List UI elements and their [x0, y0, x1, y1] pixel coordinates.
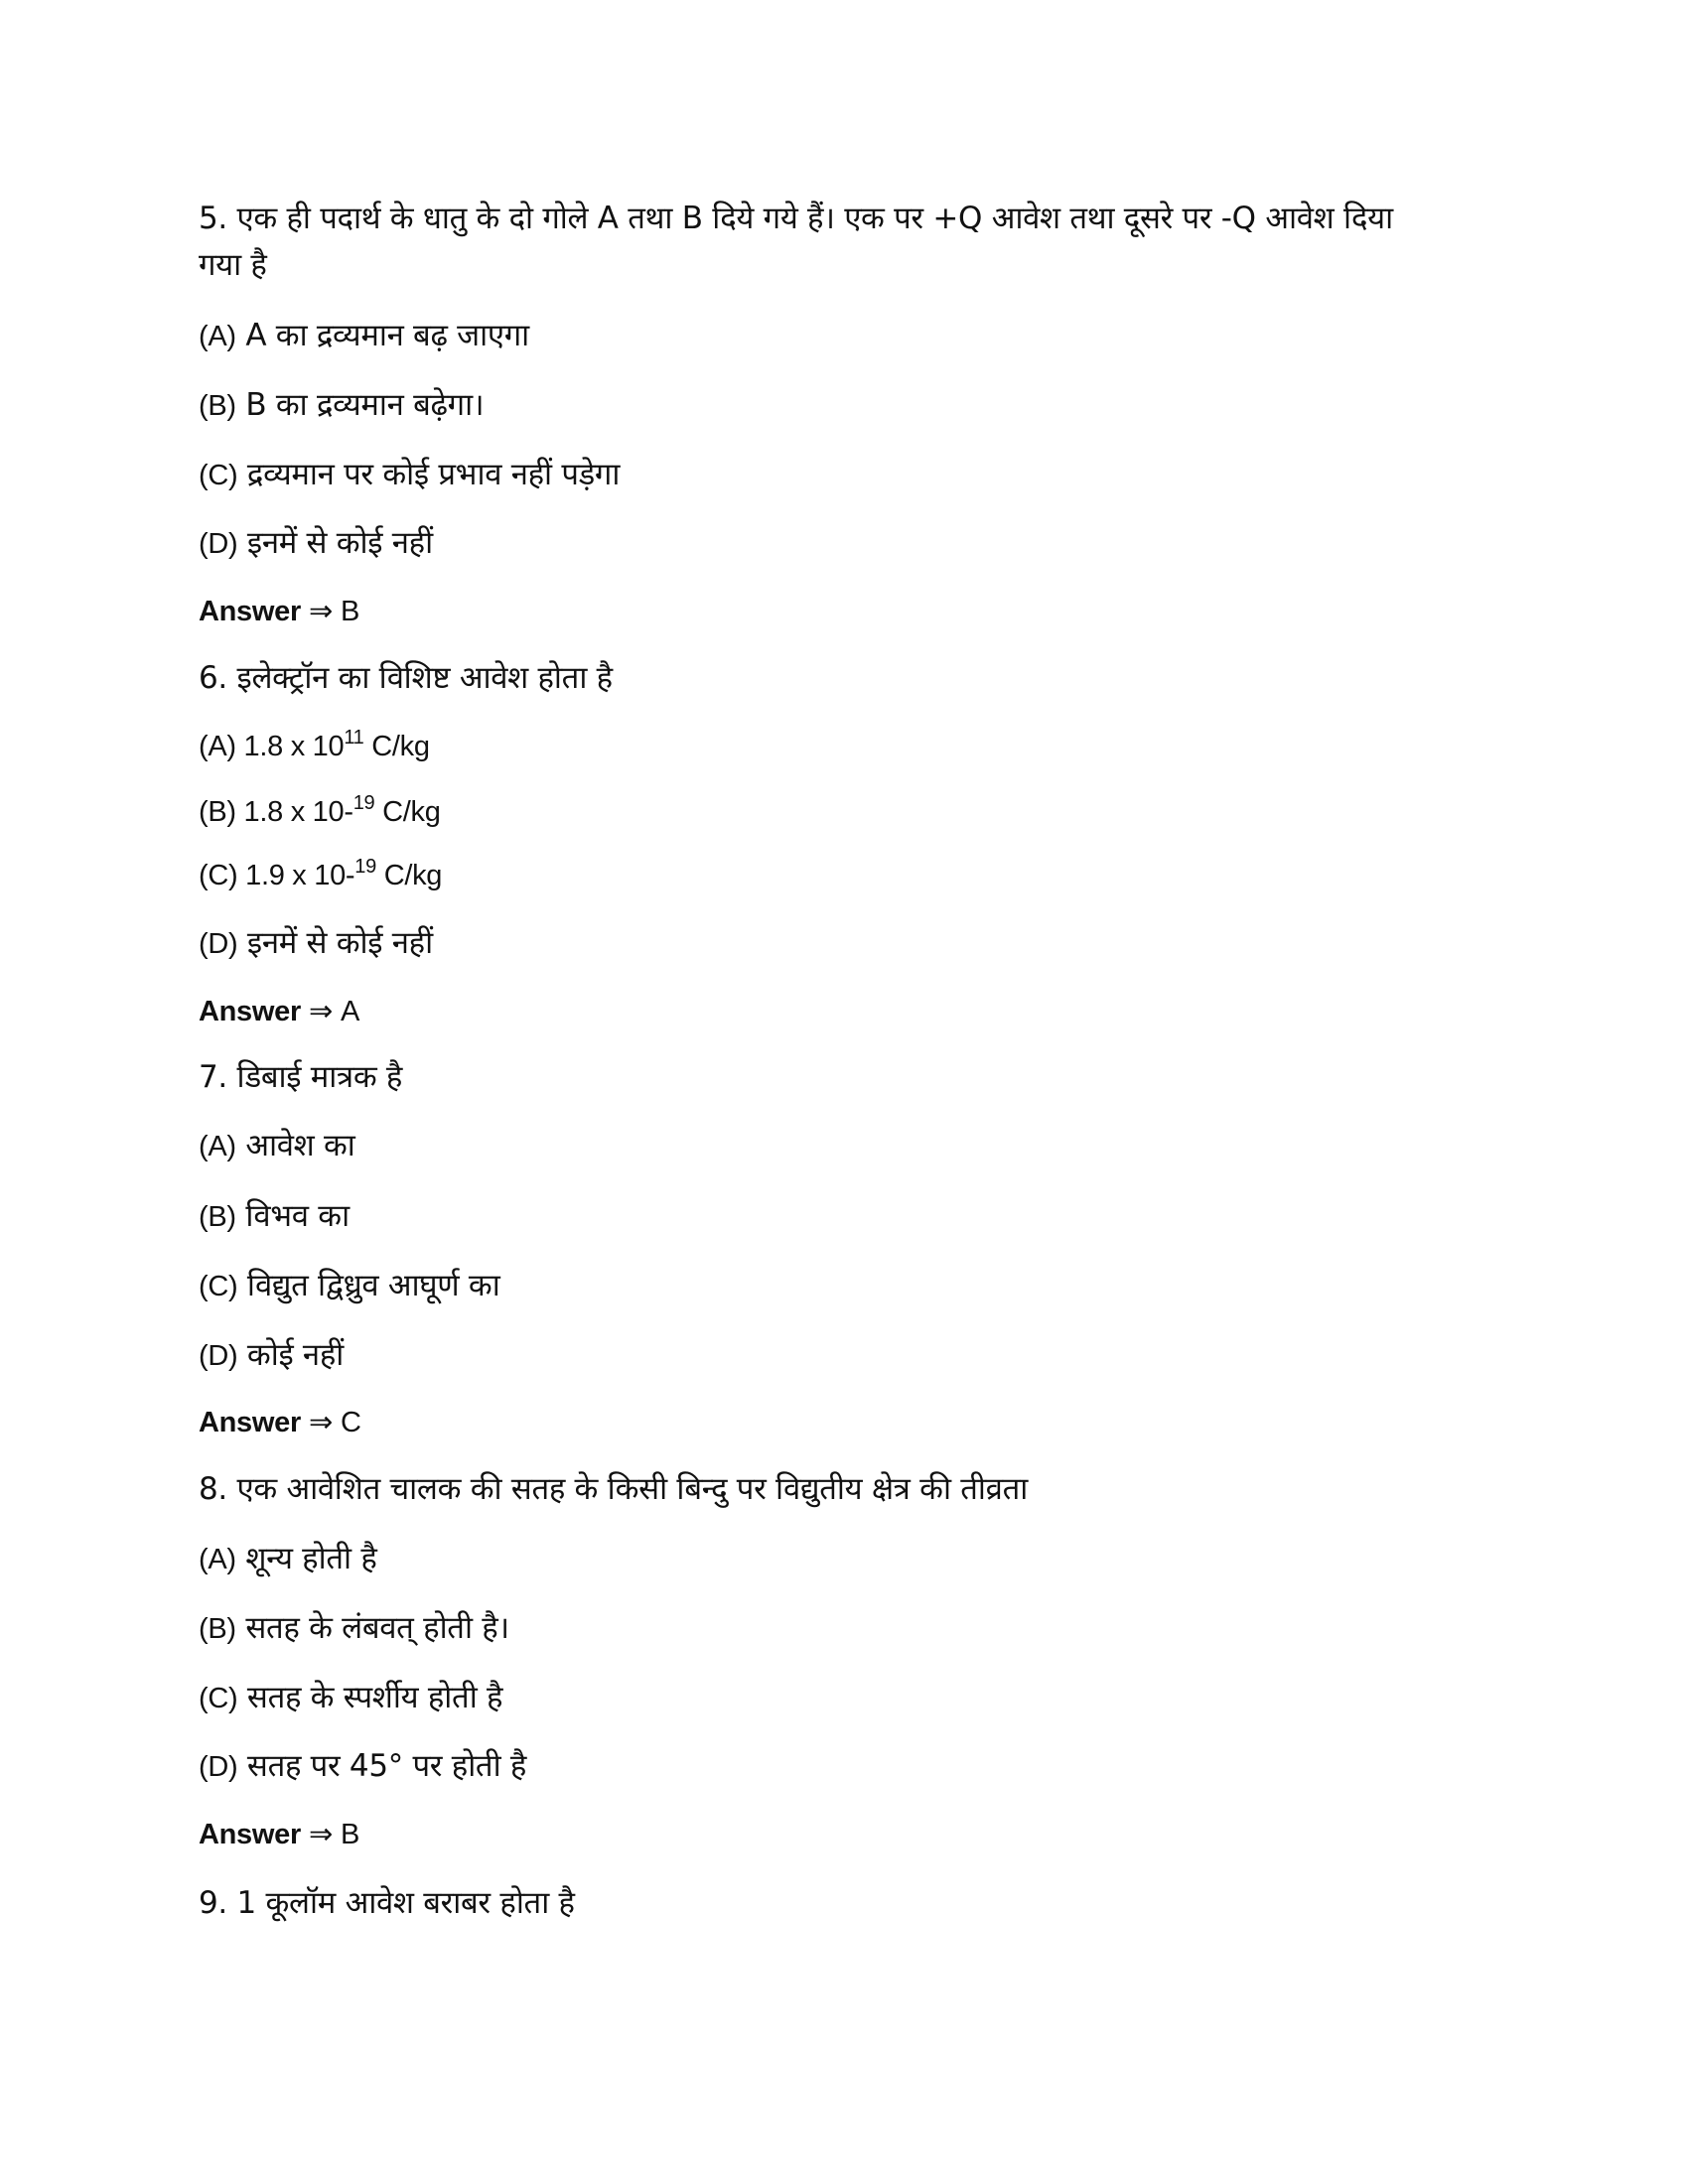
option-text: B का द्रव्यमान बढ़ेगा। [245, 387, 485, 423]
q7-option-c [199, 1264, 499, 1308]
question-8-text [199, 1467, 1028, 1511]
option-label: (A) [199, 1131, 236, 1162]
q8-option-d [199, 1744, 526, 1789]
q7-option-b [199, 1194, 350, 1239]
answer-label: Answer [199, 1819, 301, 1850]
question-text: एक ही पदार्थ के धातु के दो गोले A तथा B दिये गये हैं। एक पर +Q आवेश तथा दूसरे पर -Q आवेश दिया [236, 201, 1393, 236]
option-text: इनमें से कोई नहीं [246, 925, 433, 961]
question-number: 8. [199, 1471, 227, 1507]
q6-option-d [199, 921, 433, 966]
option-label: (C) [199, 1271, 238, 1302]
option-label: (D) [199, 528, 238, 560]
q6-option-b [199, 790, 441, 834]
option-label: (B) [199, 390, 236, 422]
question-number: 9. [199, 1885, 227, 1921]
q8-option-a [199, 1537, 377, 1581]
q5-option-d [199, 521, 433, 566]
q5-option-c [199, 453, 620, 497]
option-label: (A) [199, 321, 236, 352]
option-text: इनमें से कोई नहीं [246, 525, 433, 561]
implies-arrow-icon: ⇒ [308, 1819, 333, 1850]
q5-option-b [199, 383, 484, 428]
option-text: द्रव्यमान पर कोई प्रभाव नहीं पड़ेगा [246, 457, 621, 492]
q7-option-d [199, 1333, 344, 1378]
option-text: A का द्रव्यमान बढ़ जाएगा [245, 318, 529, 353]
option-base: 1.8 x 10 [243, 731, 345, 762]
answer-value: A [340, 996, 360, 1027]
implies-arrow-icon: ⇒ [308, 1407, 333, 1438]
question-text: एक आवेशित चालक की सतह के किसी बिन्दु पर विद्युतीय क्षेत्र की तीव्रता [236, 1471, 1028, 1507]
option-label: (A) [199, 731, 236, 762]
q6-option-a [199, 725, 430, 768]
option-unit: C/kg [382, 796, 441, 828]
question-7-text [199, 1055, 402, 1099]
option-text: सतह पर 45° पर होती है [246, 1748, 527, 1784]
answer-label: Answer [199, 1407, 301, 1438]
option-text: विद्युत द्विध्रुव आघूर्ण का [246, 1268, 500, 1303]
option-label: (C) [199, 460, 238, 491]
question-9-text [199, 1881, 575, 1925]
question-number: 5. [199, 201, 227, 236]
answer-value: C [340, 1407, 361, 1438]
option-base: 1.9 x 10- [245, 860, 355, 891]
option-text: शून्य होती है [245, 1541, 377, 1576]
implies-arrow-icon: ⇒ [308, 996, 333, 1027]
option-label: (D) [199, 1340, 238, 1372]
question-text: गया है [199, 247, 267, 283]
answer-label: Answer [199, 596, 301, 627]
option-label: (B) [199, 1201, 236, 1233]
option-text: सतह के लंबवत् होती है। [245, 1610, 509, 1646]
q8-option-c [199, 1676, 502, 1720]
option-text: सतह के स्पर्शीय होती है [246, 1680, 503, 1715]
option-text: कोई नहीं [246, 1337, 345, 1373]
option-base: 1.8 x 10- [243, 796, 353, 828]
question-text: 1 कूलॉम आवेश बराबर होता है [236, 1885, 575, 1921]
question-5-text-line1 [199, 197, 1393, 240]
q6-answer [199, 990, 359, 1033]
question-text: इलेक्ट्रॉन का विशिष्ट आवेश होता है [236, 660, 613, 696]
q8-option-b [199, 1606, 509, 1651]
question-5-text-line2 [199, 243, 267, 287]
option-exponent: 19 [352, 792, 375, 814]
option-label: (C) [199, 1683, 238, 1714]
option-exponent: 19 [354, 856, 376, 878]
option-unit: C/kg [371, 731, 430, 762]
option-exponent: 11 [344, 727, 364, 749]
option-label: (B) [199, 1613, 236, 1645]
option-label: (C) [199, 860, 238, 891]
q6-option-c [199, 854, 442, 897]
question-text: डिबाई मात्रक है [236, 1059, 403, 1095]
option-text: विभव का [245, 1198, 350, 1234]
question-6-text [199, 656, 613, 700]
answer-label: Answer [199, 996, 301, 1027]
question-number: 6. [199, 660, 227, 696]
implies-arrow-icon: ⇒ [308, 596, 333, 627]
answer-value: B [340, 596, 360, 627]
q5-answer [199, 590, 359, 633]
option-unit: C/kg [383, 860, 443, 891]
option-text: आवेश का [245, 1128, 355, 1163]
option-label: (D) [199, 1751, 238, 1783]
option-label: (B) [199, 796, 236, 828]
question-number: 7. [199, 1059, 227, 1095]
q8-answer [199, 1813, 359, 1856]
q5-option-a [199, 314, 529, 358]
q7-answer [199, 1401, 361, 1444]
option-label: (A) [199, 1544, 236, 1575]
answer-value: B [340, 1819, 360, 1850]
option-label: (D) [199, 928, 238, 960]
q7-option-a [199, 1124, 355, 1168]
